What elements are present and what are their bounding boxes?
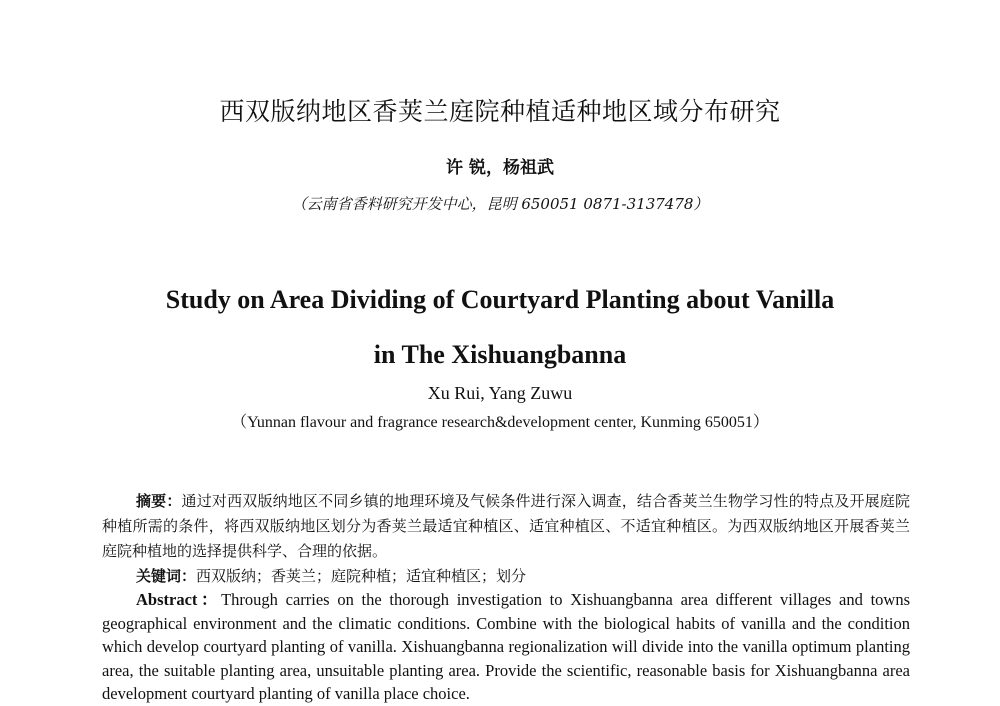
english-affiliation: （Yunnan flavour and fragrance research&development center, Kunming 650051） — [231, 414, 769, 431]
english-title-line-2: in The Xishuangbanna — [373, 340, 627, 369]
chinese-abstract-label: 摘要： — [136, 492, 182, 510]
chinese-keywords-label: 关键词： — [136, 567, 197, 585]
chinese-title: 西双版纳地区香荚兰庭院种植适种地区域分布研究 — [219, 97, 781, 126]
chinese-affiliation: （云南省香料研究开发中心，昆明 650051 0871-3137478） — [291, 195, 709, 213]
chinese-abstract-text: 通过对西双版纳地区不同乡镇的地理环境及气候条件进行深入调查，结合香荚兰生物学习性的特点及开展庭院种植所需的条件，将西双版纳地区划分为香荚兰最适宜种植区、适宜种植区、不适宜种植区。为西双版纳地区开展香荚兰庭院种植地的选择提供科学、合理的依据。 — [102, 492, 910, 560]
english-abstract-label: Abstract： — [136, 590, 222, 609]
english-abstract — [102, 588, 910, 706]
chinese-keywords-text: 西双版纳；香荚兰；庭院种植；适宜种植区；划分 — [196, 567, 527, 585]
chinese-authors: 许 锐，杨祖武 — [446, 158, 554, 178]
chinese-keywords — [136, 564, 944, 589]
english-title-line-1: Study on Area Dividing of Courtyard Planting about Vanilla — [165, 285, 835, 314]
english-abstract-text: Through carries on the thorough investigation to Xishuangbanna area different villages and towns geographical environment and the climatic conditions. Combine with the biological habits of vanilla and the condition which develop courtyard planting of vanilla. Xishuangbanna regionalization will divide into the vanilla optimum planting area, the suitable planting area, unsuitable planting area. Provide the scientific, reasonable basis for Xishuangbanna area development courtyard planting of vanilla place choice. — [102, 590, 910, 703]
english-authors: Xu Rui, Yang Zuwu — [427, 383, 573, 403]
chinese-abstract — [102, 489, 910, 564]
